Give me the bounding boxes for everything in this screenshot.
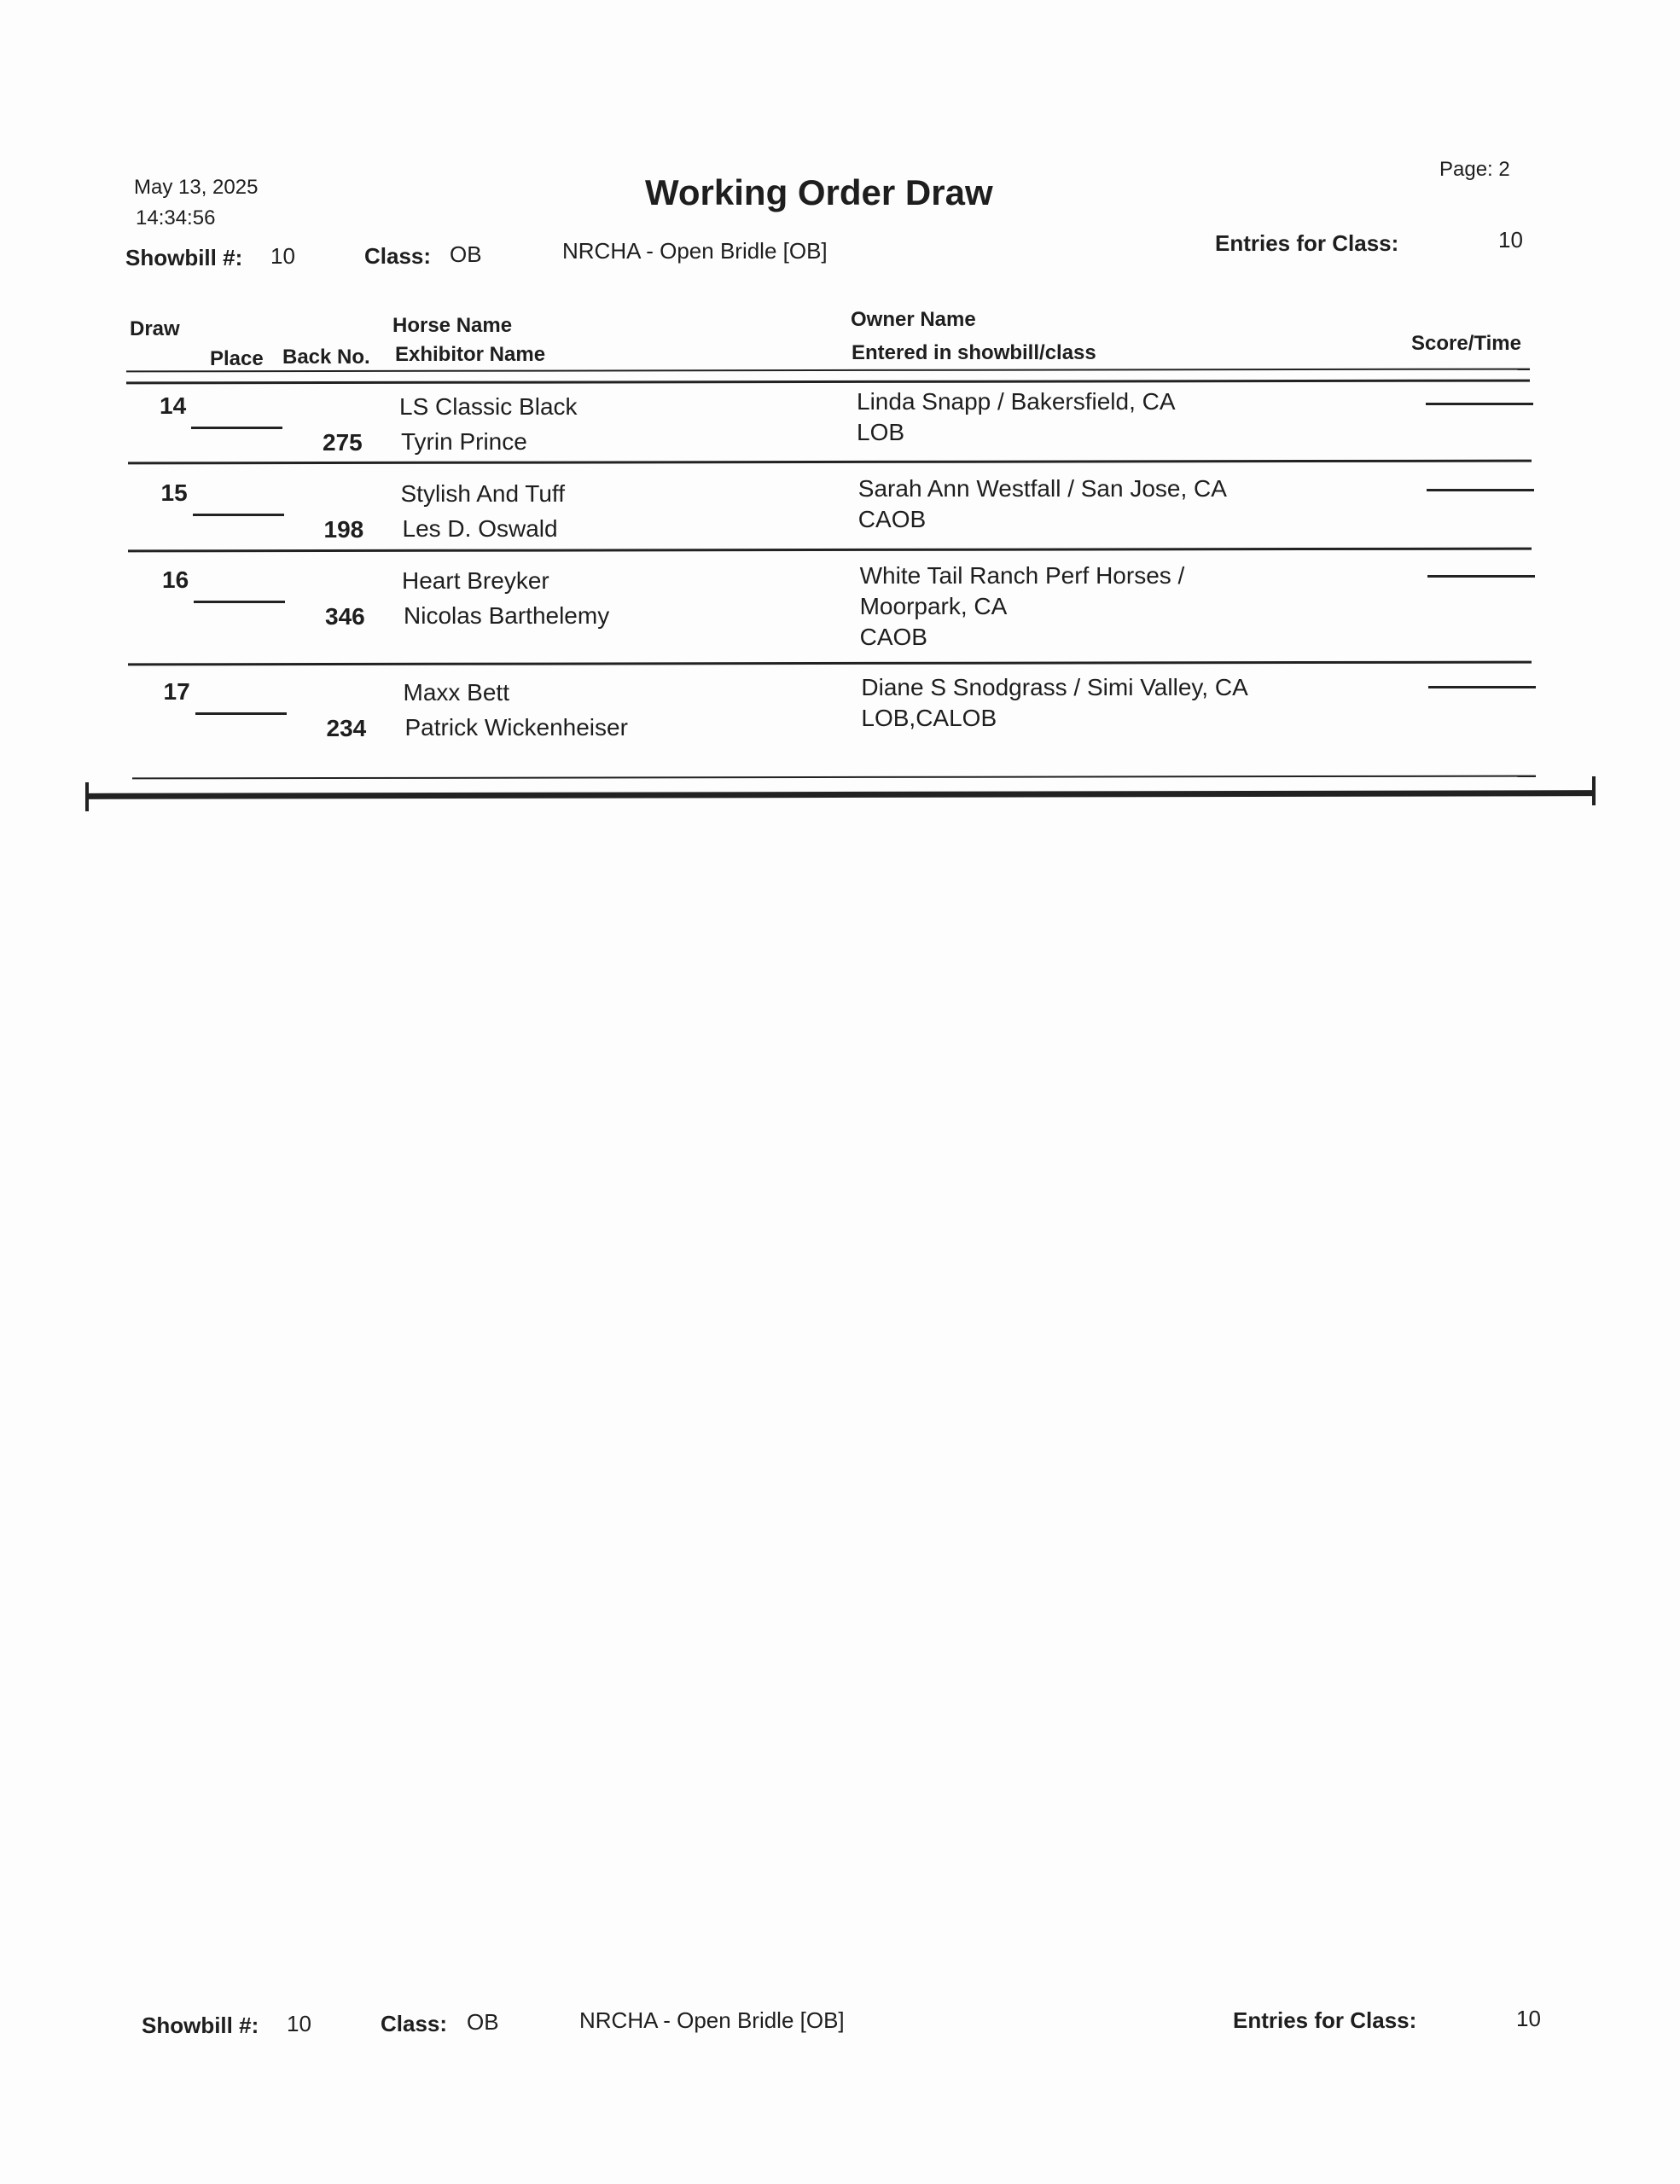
exhibitor-name: Les D. Oswald xyxy=(402,515,558,542)
owner-line: Diane S Snodgrass / Simi Valley, CA xyxy=(861,674,1248,700)
header-divider-double xyxy=(126,380,1530,385)
place-blank[interactable] xyxy=(194,601,285,603)
entries-label: Entries for Class: xyxy=(1215,230,1399,256)
row-divider xyxy=(128,661,1532,666)
place-blank[interactable] xyxy=(191,427,282,429)
row-divider xyxy=(128,548,1532,553)
place-blank[interactable] xyxy=(195,712,287,715)
place-blank[interactable] xyxy=(193,514,284,516)
column-header-horse-name: Horse Name xyxy=(392,314,513,337)
showbill-label: Showbill #: xyxy=(125,245,243,270)
footer-entries-label: Entries for Class: xyxy=(1233,2007,1417,2033)
section-end-rule xyxy=(85,790,1594,799)
report-date: May 13, 2025 xyxy=(134,176,259,199)
score-time-blank[interactable] xyxy=(1427,489,1534,491)
owner-line: White Tail Ranch Perf Horses / xyxy=(859,562,1185,589)
horse-name: Heart Breyker xyxy=(402,567,549,594)
horse-name: Stylish And Tuff xyxy=(400,480,565,507)
horse-name: LS Classic Black xyxy=(399,393,578,420)
entries-value: 10 xyxy=(1498,227,1523,253)
score-time-blank[interactable] xyxy=(1426,403,1533,405)
score-time-blank[interactable] xyxy=(1427,575,1535,578)
column-header-owner-name: Owner Name xyxy=(851,308,976,331)
report-time: 14:34:56 xyxy=(136,206,216,229)
class-name: NRCHA - Open Bridle [OB] xyxy=(562,238,828,264)
showbill-value: 10 xyxy=(270,243,295,269)
draw-number: 15 xyxy=(160,479,188,506)
page-label: Page: xyxy=(1439,158,1493,181)
owner-line: CAOB xyxy=(859,624,927,650)
owner-line: CAOB xyxy=(857,506,927,532)
exhibitor-name: Patrick Wickenheiser xyxy=(404,714,628,741)
footer-class-value: OB xyxy=(467,2009,499,2035)
column-header-entered-in: Entered in showbill/class xyxy=(852,341,1096,364)
draw-number: 17 xyxy=(163,678,190,705)
owner-line: Linda Snapp / Bakersfield, CA xyxy=(857,388,1176,415)
class-label: Class: xyxy=(364,243,432,269)
draw-number: 16 xyxy=(162,566,189,593)
owner-line: Sarah Ann Westfall / San Jose, CA xyxy=(857,475,1227,502)
footer-class-name: NRCHA - Open Bridle [OB] xyxy=(579,2007,845,2033)
back-number: 346 xyxy=(325,603,365,630)
row-divider xyxy=(128,460,1532,465)
footer-showbill-value: 10 xyxy=(287,2011,311,2036)
column-header-draw: Draw xyxy=(130,317,180,340)
footer-entries-value: 10 xyxy=(1516,2006,1541,2031)
page-indicator xyxy=(1439,158,1510,182)
exhibitor-name: Nicolas Barthelemy xyxy=(404,602,610,629)
section-end-cap-right xyxy=(1592,776,1596,805)
score-time-blank[interactable] xyxy=(1428,686,1536,688)
owner-line: LOB,CALOB xyxy=(861,705,997,731)
footer-class-label: Class: xyxy=(381,2011,448,2036)
column-header-score-time: Score/Time xyxy=(1411,332,1521,355)
exhibitor-name: Tyrin Prince xyxy=(401,428,527,455)
column-header-exhibitor-name: Exhibitor Name xyxy=(395,343,546,366)
footer-showbill-label: Showbill #: xyxy=(142,2013,259,2038)
owner-line: LOB xyxy=(857,419,905,445)
back-number: 275 xyxy=(323,429,363,456)
column-header-place: Place xyxy=(210,347,264,370)
draw-number: 14 xyxy=(160,392,187,419)
column-header-back-no: Back No. xyxy=(282,346,370,369)
page-title: Working Order Draw xyxy=(645,172,993,212)
back-number: 198 xyxy=(323,516,364,543)
section-end-cap-left xyxy=(85,782,89,811)
page-number: 2 xyxy=(1498,158,1510,181)
owner-line: Moorpark, CA xyxy=(859,593,1008,619)
back-number: 234 xyxy=(326,715,367,741)
horse-name: Maxx Bett xyxy=(403,679,509,706)
class-value: OB xyxy=(450,241,482,267)
table-end-divider xyxy=(132,775,1536,780)
